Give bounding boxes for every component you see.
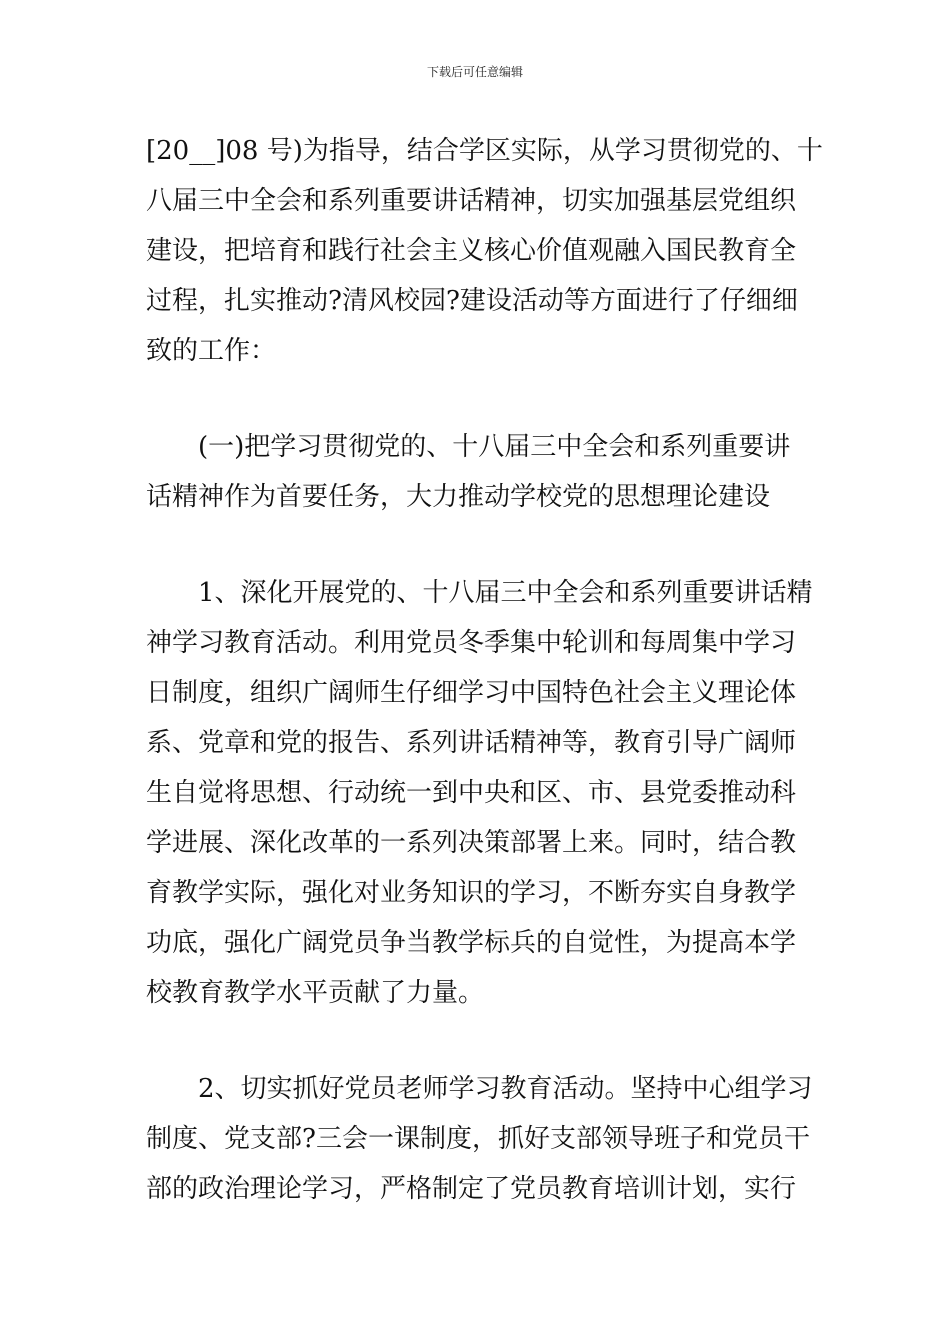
text-line: 话精神作为首要任务，大力推动学校党的思想理论建设 <box>146 482 771 512</box>
text-line: 校教育教学水平贡献了力量。 <box>146 978 485 1008</box>
page-header-caption: 下载后可任意编辑 <box>426 65 523 79</box>
text-line: 过程，扎实推动?清风校园?建设活动等方面进行了仔细细 <box>146 286 798 316</box>
text-line: 学进展、深化改革的一系列决策部署上来。同时，结合教 <box>146 828 797 858</box>
paragraph-item-1 <box>146 568 813 1018</box>
text-line: 功底，强化广阔党员争当教学标兵的自觉性，为提高本学 <box>146 928 797 958</box>
paragraph-spacer <box>146 522 808 568</box>
text-line: 日制度，组织广阔师生仔细学习中国特色社会主义理论体 <box>146 678 797 708</box>
text-line: 致的工作： <box>146 336 277 366</box>
text-line: (一)把学习贯彻党的、十八届三中全会和系列重要讲 <box>198 432 791 462</box>
text-line: 部的政治理论学习，严格制定了党员教育培训计划，实行 <box>146 1174 797 1204</box>
paragraph-spacer <box>146 376 808 422</box>
text-line: 建设，把培育和践行社会主义核心价值观融入国民教育全 <box>146 236 797 266</box>
text-line: 制度、党支部?三会一课制度，抓好支部领导班子和党员干 <box>146 1124 810 1154</box>
text-line: [20__]08 号)为指导，结合学区实际，从学习贯彻党的、十 <box>146 136 823 166</box>
text-line: 系、党章和党的报告、系列讲话精神等，教育引导广阔师 <box>146 728 797 758</box>
paragraph-item-2 <box>146 1064 813 1214</box>
paragraph-spacer <box>146 1018 808 1064</box>
text-line: 1、深化开展党的、十八届三中全会和系列重要讲话精 <box>198 578 813 608</box>
section-heading-paragraph <box>146 422 808 522</box>
document-body <box>146 126 823 1214</box>
text-line: 生自觉将思想、行动统一到中央和区、市、县党委推动科 <box>146 778 797 808</box>
text-line: 2、切实抓好党员老师学习教育活动。坚持中心组学习 <box>198 1074 813 1104</box>
text-line: 育教学实际，强化对业务知识的学习，不断夯实自身教学 <box>146 878 797 908</box>
text-line: 神学习教育活动。利用党员冬季集中轮训和每周集中学习 <box>146 628 797 658</box>
paragraph-intro <box>146 126 823 376</box>
text-line: 八届三中全会和系列重要讲话精神，切实加强基层党组织 <box>146 186 797 216</box>
